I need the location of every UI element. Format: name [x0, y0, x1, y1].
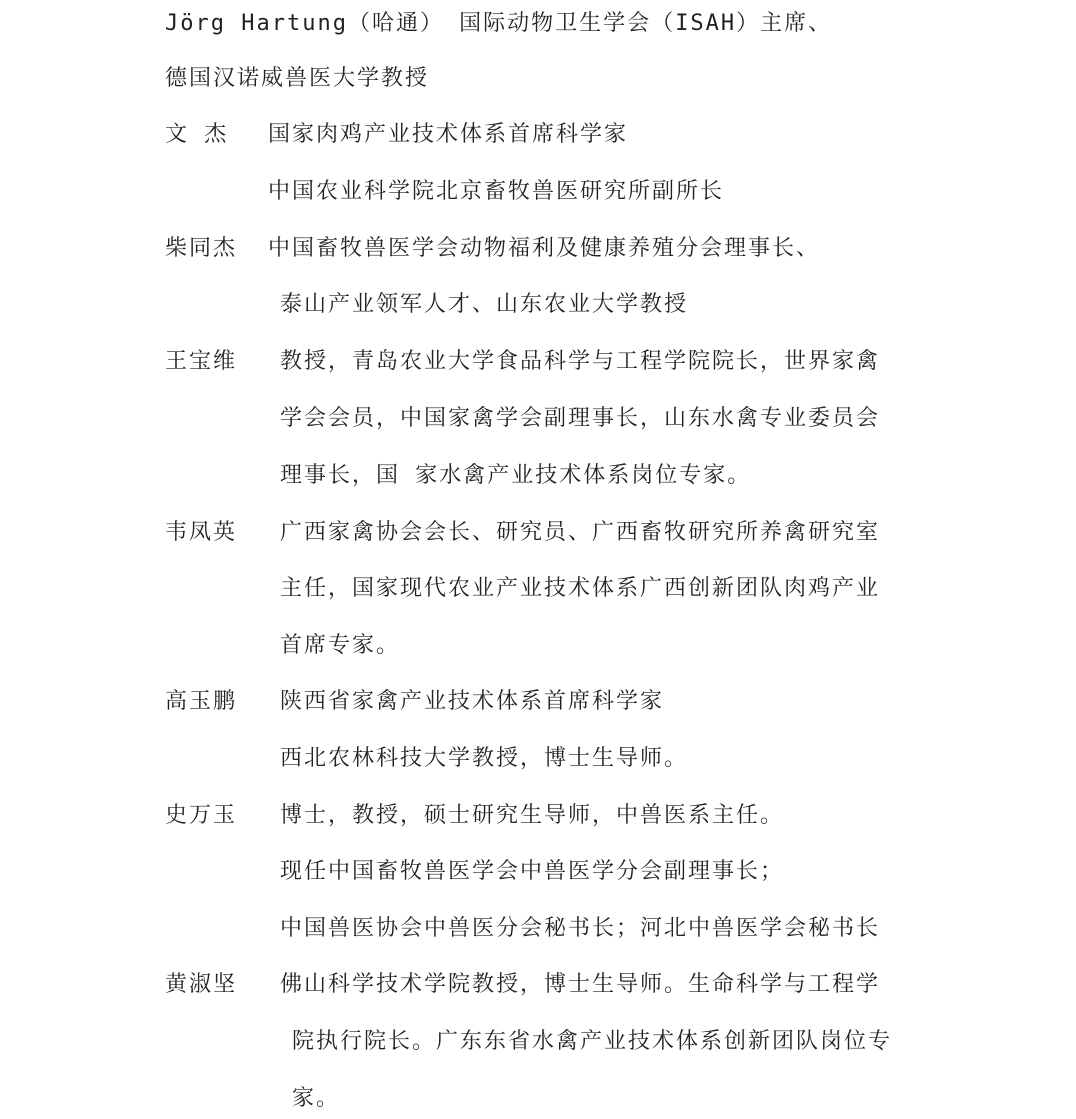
- description-line: 博士，教授，硕士研究生导师，中兽医系主任。: [280, 803, 785, 828]
- description-line: 理事长，国 家水禽产业技术体系岗位专家。: [280, 463, 752, 488]
- person-name-huang-shujian: 黄淑坚: [165, 972, 238, 997]
- description-line: 佛山科学技术学院教授，博士生导师。生命科学与工程学: [280, 972, 881, 997]
- description-line: 中国兽医协会中兽医分会秘书长；河北中兽医学会秘书长: [280, 916, 881, 941]
- person-name-gao-yupeng: 高玉鹏: [165, 689, 238, 714]
- description-line: 国家肉鸡产业技术体系首席科学家: [268, 122, 629, 147]
- header-line-1: Jörg Hartung（哈通） 国际动物卫生学会（ISAH）主席、: [165, 11, 833, 36]
- description-line: 家。: [292, 1086, 341, 1111]
- description-line: 教授，青岛农业大学食品科学与工程学院院长，世界家禽: [280, 349, 881, 374]
- person-name-shi-wanyu: 史万玉: [165, 803, 238, 828]
- person-name-chai-tongjie: 柴同杰: [165, 236, 238, 261]
- description-line: 首席专家。: [280, 633, 401, 658]
- description-line: 西北农林科技大学教授，博士生导师。: [280, 746, 689, 771]
- description-line: 泰山产业领军人才、山东农业大学教授: [280, 292, 689, 317]
- description-line: 现任中国畜牧兽医学会中兽医学分会副理事长；: [280, 859, 785, 884]
- header-line-2: 德国汉诺威兽医大学教授: [165, 66, 430, 91]
- description-line: 中国农业科学院北京畜牧兽医研究所副所长: [268, 179, 725, 204]
- description-line: 中国畜牧兽医学会动物福利及健康养殖分会理事长、: [268, 236, 821, 261]
- person-name-wen-jie: 文 杰: [165, 122, 229, 147]
- description-line: 陕西省家禽产业技术体系首席科学家: [280, 689, 665, 714]
- description-line: 院执行院长。广东东省水禽产业技术体系创新团队岗位专: [292, 1029, 893, 1054]
- description-line: 学会会员，中国家禽学会副理事长，山东水禽专业委员会: [280, 406, 881, 431]
- description-line: 广西家禽协会会长、研究员、广西畜牧研究所养禽研究室: [280, 520, 881, 545]
- description-line: 主任，国家现代农业产业技术体系广西创新团队肉鸡产业: [280, 576, 881, 601]
- person-name-wang-baowei: 王宝维: [165, 349, 238, 374]
- person-name-wei-fengying: 韦凤英: [165, 520, 238, 545]
